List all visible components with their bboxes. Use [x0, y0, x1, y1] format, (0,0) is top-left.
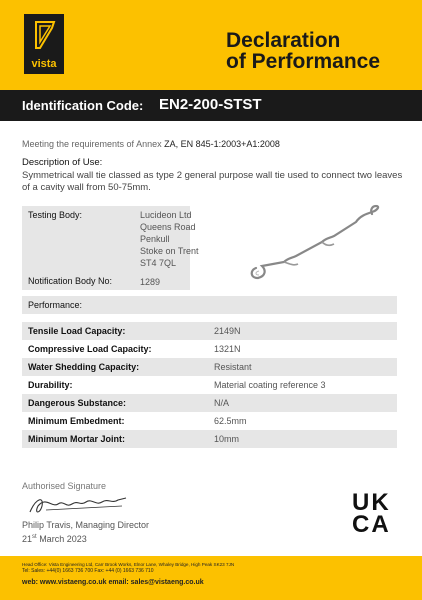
address-line: Penkull: [140, 234, 170, 244]
table-row: [22, 394, 397, 412]
description-heading: Description of Use:: [22, 157, 103, 168]
row-value: Material coating reference 3: [214, 380, 326, 390]
date-suffix: st: [32, 534, 37, 540]
requirements-standard: ZA, EN 845-1:2003+A1:2008: [164, 139, 280, 149]
identification-bar: [0, 90, 422, 121]
date-rest: March 2023: [36, 534, 87, 544]
header-banner: [0, 0, 422, 90]
footer-telephone: Tel: Sales: +44(0) 1663 736 700 Fax: +44 (0) 1663 736 710: [22, 568, 154, 574]
title-line-1: Declaration: [226, 29, 341, 52]
row-value: N/A: [214, 398, 230, 408]
table-row: [22, 376, 397, 394]
testing-body-address: [140, 209, 199, 269]
date-day: 21: [22, 534, 33, 544]
title-line-2: of Performance: [226, 50, 381, 73]
vista-logo: [24, 14, 64, 74]
authorised-signature-label: Authorised Signature: [22, 481, 107, 491]
row-value: 10mm: [214, 434, 240, 444]
performance-table: [22, 322, 397, 448]
handwritten-signature: [26, 492, 136, 518]
row-label: Minimum Mortar Joint:: [28, 434, 125, 444]
row-value: 1321N: [214, 344, 241, 354]
identification-code: EN2-200-STST: [159, 96, 262, 113]
table-row: [22, 340, 397, 358]
requirements-line: [22, 139, 280, 149]
row-value: Resistant: [214, 362, 252, 372]
row-label: Tensile Load Capacity:: [28, 326, 126, 336]
row-label: Durability:: [28, 380, 73, 390]
vista-swoosh-icon: [28, 18, 60, 56]
table-row: [22, 412, 397, 430]
document-title: [226, 30, 380, 72]
ukca-line-2: CA: [352, 511, 391, 538]
wall-tie-illustration: [226, 200, 386, 290]
address-line: Queens Road: [140, 222, 196, 232]
identification-label: Identification Code:: [22, 98, 144, 113]
table-row: [22, 322, 397, 340]
notification-body-label: Notification Body No:: [28, 276, 113, 286]
signature-date: [22, 534, 87, 544]
row-label: Minimum Embedment:: [28, 416, 125, 426]
logo-text: vista: [31, 58, 57, 70]
row-value: 62.5mm: [214, 416, 247, 426]
testing-body-label: Testing Body:: [28, 210, 83, 220]
ukca-mark: [352, 489, 398, 538]
row-label: Dangerous Substance:: [28, 398, 127, 408]
description-text: Symmetrical wall tie classed as type 2 general purpose wall tie used to connect two leaves of a cavity wall from 50-75mm.: [22, 170, 403, 193]
row-label: Compressive Load Capacity:: [28, 344, 152, 354]
footer-bar: [0, 556, 422, 600]
performance-heading-bar: [22, 296, 397, 314]
ukca-line-1: UK: [352, 489, 391, 516]
notification-body-value: 1289: [140, 277, 161, 287]
row-label: Water Shedding Capacity:: [28, 362, 140, 372]
footer-office-address: Head Office: Vista Engineering Ltd, Carr Brook Works, Elnor Lane, Whaley Bridge, High Peak SK23 7JN: [22, 562, 235, 567]
address-line: Lucideon Ltd: [140, 210, 192, 220]
row-value: 2149N: [214, 326, 241, 336]
address-line: ST4 7QL: [140, 258, 177, 268]
footer-web-email[interactable]: web: www.vistaeng.co.uk email: sales@vistaeng.co.uk: [22, 579, 204, 586]
requirements-prefix: Meeting the requirements of Annex: [22, 139, 165, 149]
table-row: [22, 358, 397, 376]
signer-name: Philip Travis, Managing Director: [22, 520, 150, 530]
address-line: Stoke on Trent: [140, 246, 199, 256]
table-row: [22, 430, 397, 448]
performance-heading: Performance:: [28, 300, 83, 310]
